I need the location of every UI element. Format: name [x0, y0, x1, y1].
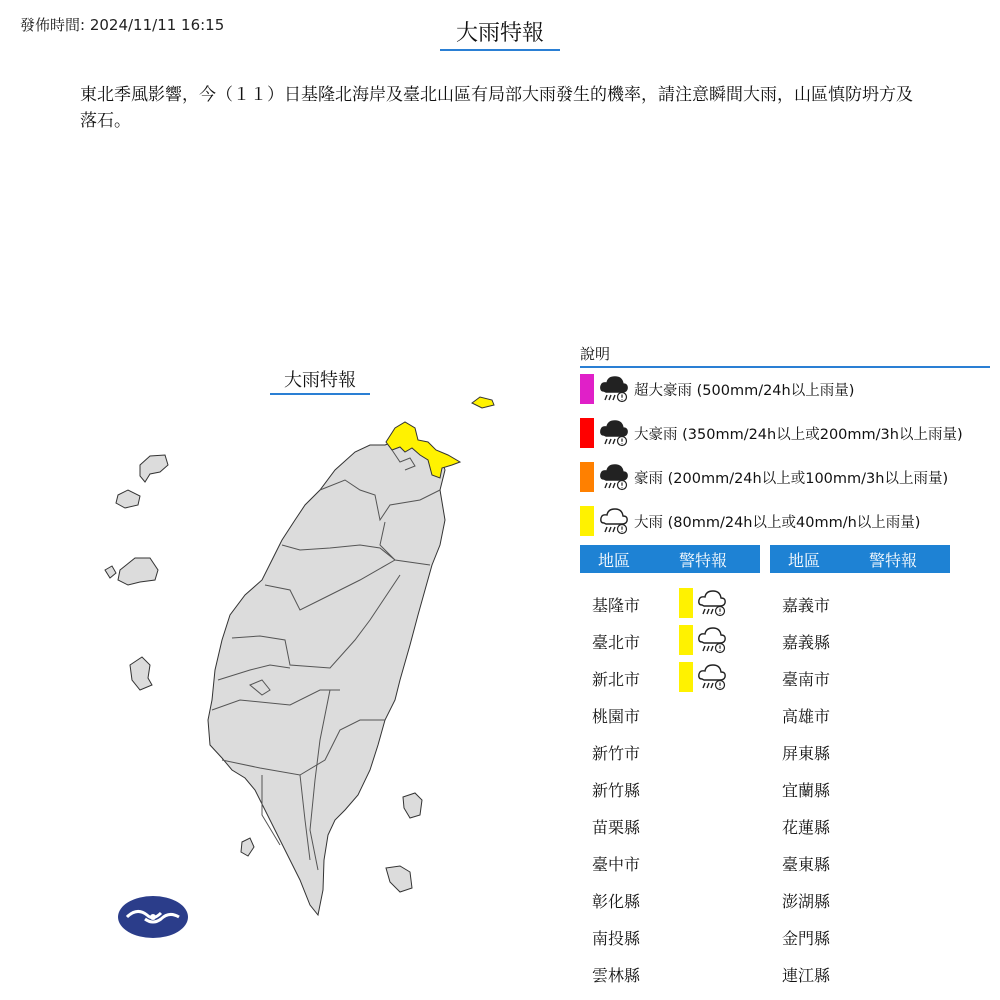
heavy-rain-swatch [679, 588, 693, 618]
orchid-island [386, 866, 412, 892]
region-name: 雲林縣 [591, 966, 640, 985]
heavy-rain-swatch [679, 662, 693, 692]
table-header-right [770, 545, 950, 573]
region-name: 新竹縣 [591, 781, 640, 800]
region-name: 屏東縣 [781, 744, 830, 763]
region-name: 新北市 [591, 670, 640, 689]
extremely-heavy-rain-icon [598, 461, 630, 493]
heavy-rain-icon [598, 505, 630, 537]
region-name: 澎湖縣 [781, 892, 830, 911]
map-title: 大雨特報 [270, 366, 370, 395]
region-name: 連江縣 [781, 966, 830, 985]
liuqiu-island [241, 838, 254, 856]
region-name: 基隆市 [591, 596, 640, 615]
kinmen-island [140, 455, 168, 482]
warning-description: 東北季風影響，今（１１）日基隆北海岸及臺北山區有局部大雨發生的機率，請注意瞬間大雨，山區慎防坍方及落石。 [80, 85, 913, 131]
region-name: 嘉義市 [781, 596, 830, 615]
legend-label: 大豪雨 (350mm/24h以上或200mm/3h以上雨量) [634, 426, 963, 443]
region-name: 花蓮縣 [781, 818, 830, 837]
region-name: 嘉義縣 [781, 633, 830, 652]
cwa-logo-icon [117, 895, 189, 939]
region-name: 臺南市 [781, 670, 830, 689]
legend-title: 說明 [580, 343, 990, 368]
region-name: 高雄市 [781, 707, 830, 726]
legend-swatch [580, 418, 594, 448]
legend-swatch [580, 374, 594, 404]
region-name: 南投縣 [591, 929, 640, 948]
extremely-torrential-rain-icon [598, 373, 630, 405]
heavy-rain-icon [696, 624, 728, 656]
legend-swatch [580, 462, 594, 492]
keelung-islet-warning [472, 397, 494, 408]
region-header: 地區 [598, 550, 631, 570]
page-title: 大雨特報 [440, 16, 560, 51]
legend-label: 大雨 (80mm/24h以上或40mm/h以上雨量) [634, 514, 921, 531]
region-name: 苗栗縣 [591, 818, 640, 837]
legend-label: 超大豪雨 (500mm/24h以上雨量) [634, 382, 855, 399]
heavy-rain-swatch [679, 625, 693, 655]
kinmen-small-island [116, 490, 140, 508]
legend-item [580, 461, 948, 493]
region-name: 臺中市 [591, 855, 640, 874]
region-name: 臺東縣 [781, 855, 830, 874]
region-name: 臺北市 [591, 633, 640, 652]
region-name: 宜蘭縣 [781, 781, 830, 800]
region-name: 桃園市 [591, 707, 640, 726]
legend-item [580, 373, 854, 405]
torrential-rain-icon [598, 417, 630, 449]
region-name: 金門縣 [781, 929, 830, 948]
penghu-small-island [105, 566, 116, 578]
heavy-rain-icon [696, 587, 728, 619]
legend-item [580, 417, 963, 449]
legend-swatch [580, 506, 594, 536]
matsu-island [130, 657, 152, 690]
heavy-rain-icon [696, 661, 728, 693]
legend-label: 豪雨 (200mm/24h以上或100mm/3h以上雨量) [634, 470, 949, 487]
issue-time: 發佈時間: 2024/11/11 16:15 [20, 16, 225, 34]
table-header-left [580, 545, 760, 573]
warning-header: 警特報 [679, 550, 728, 570]
region-name: 彰化縣 [591, 892, 640, 911]
legend-item [580, 505, 920, 537]
region-name: 新竹市 [591, 744, 640, 763]
region-header: 地區 [788, 550, 821, 570]
warning-header: 警特報 [869, 550, 918, 570]
penghu-island [118, 558, 158, 585]
green-island [403, 793, 422, 818]
taiwan-map [95, 385, 505, 925]
